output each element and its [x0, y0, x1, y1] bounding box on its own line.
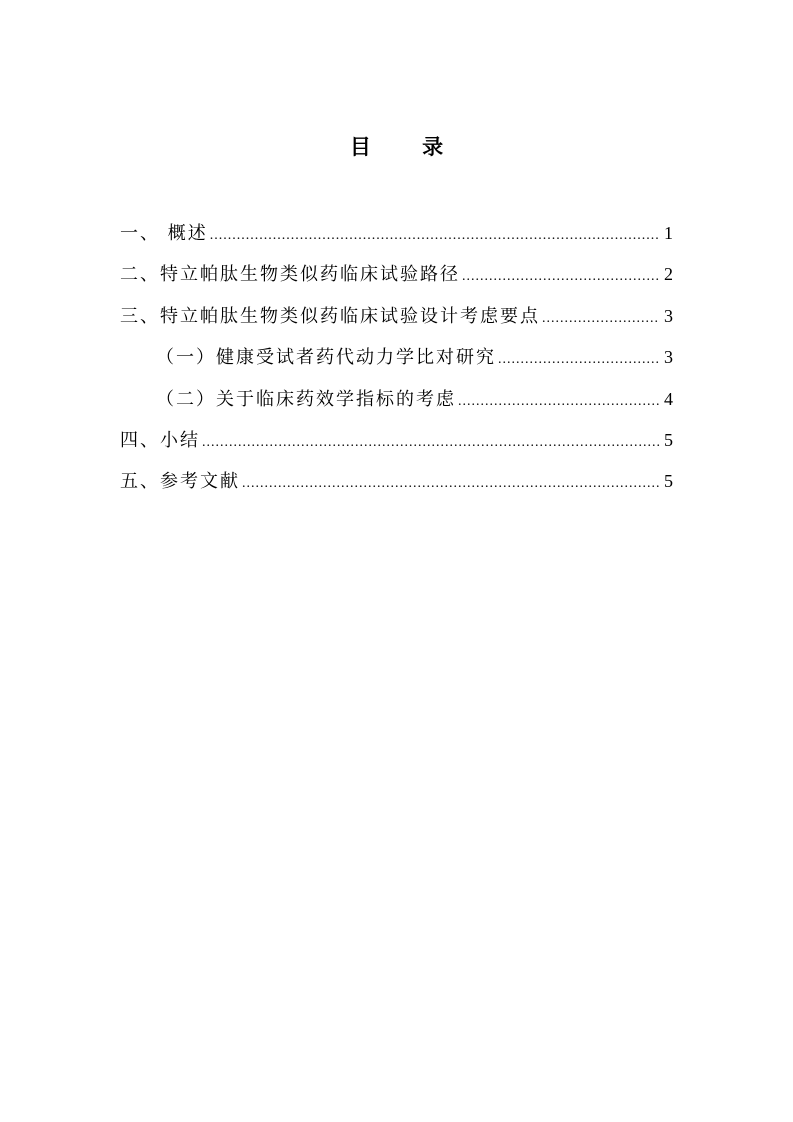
toc-dot-leader — [202, 428, 660, 458]
toc-page-number: 1 — [664, 223, 673, 243]
toc-dot-leader — [210, 221, 660, 251]
toc-entry-pd-indicators[interactable] — [120, 384, 673, 425]
table-of-contents — [120, 218, 673, 508]
toc-title: 目 录 — [349, 134, 466, 159]
toc-entry-clinical-trial-path[interactable] — [120, 259, 673, 300]
toc-entry-pk-comparison[interactable] — [120, 342, 673, 383]
toc-entry-summary[interactable] — [120, 425, 673, 466]
toc-page-number: 3 — [664, 347, 673, 368]
toc-entry-label: 一、 概述 — [120, 223, 208, 244]
toc-entry-label: （一）健康受试者药代动力学比对研究 — [156, 347, 496, 369]
toc-entry-label: 二、特立帕肽生物类似药临床试验路径 — [120, 264, 460, 286]
toc-entry-label: （二）关于临床药效学指标的考虑 — [156, 388, 456, 410]
toc-dot-leader — [498, 345, 660, 375]
toc-dot-leader — [242, 469, 660, 499]
toc-entry-overview[interactable] — [120, 218, 673, 259]
toc-dot-leader — [462, 262, 660, 292]
toc-entry-references[interactable] — [120, 466, 673, 507]
toc-entry-label: 三、特立帕肽生物类似药临床试验设计考虑要点 — [120, 305, 540, 327]
toc-dot-leader — [542, 304, 660, 334]
toc-page-number: 3 — [664, 305, 673, 326]
toc-page-number: 2 — [664, 264, 673, 285]
toc-entry-label: 五、参考文献 — [120, 471, 240, 493]
toc-page-number: 4 — [664, 388, 673, 409]
toc-dot-leader — [458, 387, 660, 417]
toc-page-number: 5 — [664, 471, 673, 492]
toc-entry-design-considerations[interactable] — [120, 301, 673, 342]
toc-entry-label: 四、小结 — [120, 429, 200, 451]
toc-page-number: 5 — [664, 429, 673, 450]
